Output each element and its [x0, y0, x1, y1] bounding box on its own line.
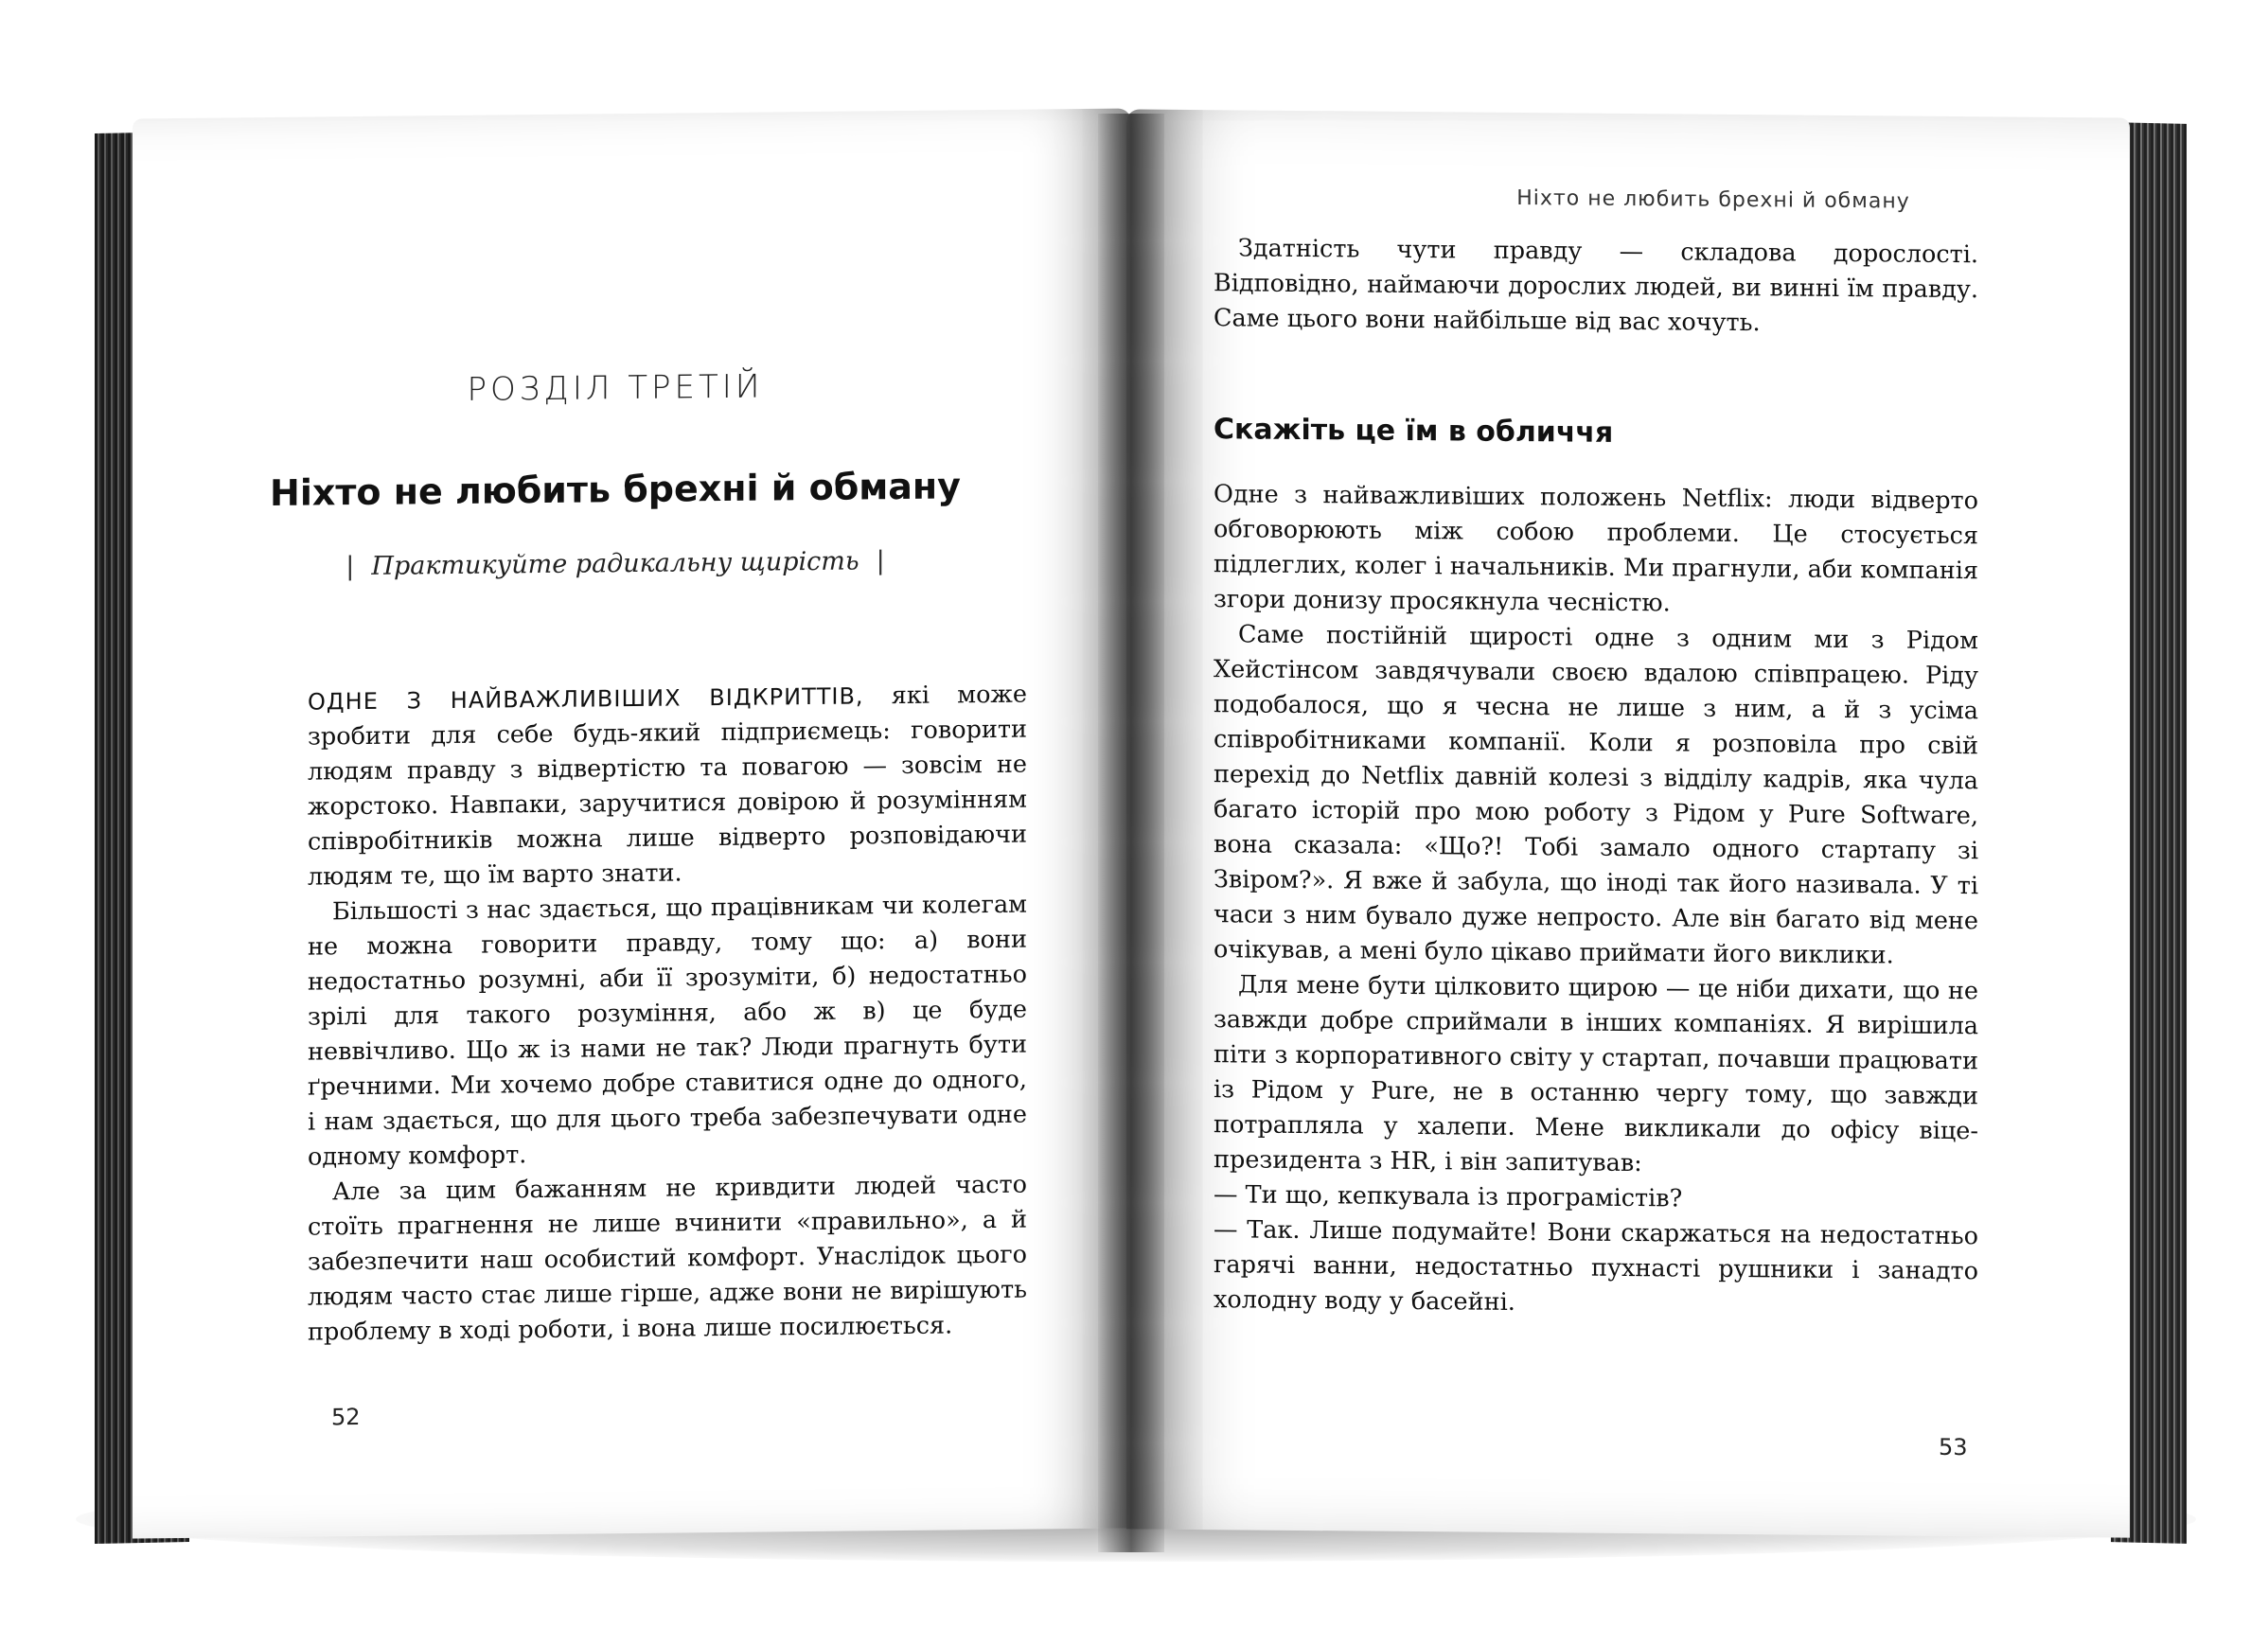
- running-head: Ніхто не любить брехні й обману: [1516, 186, 1910, 214]
- right-page: [1126, 109, 2130, 1537]
- paragraph: Але за цим бажанням не кривдити людей часто стоїть прагнення не лише вчинити «правильно», а й забезпечити наш особистий комфорт. Унаслідок цього людям часто стає лише гірше, адже вони не вирішують проблему в ході роботи, і вона лише посилюється.: [308, 1170, 1027, 1347]
- paragraph-1-rest: які може зробити для себе будь-який підприємець: говорити людям правду з відвертістю та повагою — зовсім не жорстоко. Навпаки, заручитися довірою й розумінням співробітників можна лише відверто розповідаючи людям те, що їм варто знати.: [308, 680, 1027, 892]
- book-gutter: [1098, 114, 1164, 1552]
- paragraph: [308, 678, 1027, 895]
- paragraph: Одне з найважливіших положень Netflix: люди відверто обговорюють між собою проблеми. Це стосується підлеглих, колег і начальників. Ми прагнули, аби компанія згори донизу просякнула чесністю.: [1214, 480, 1978, 618]
- right-body-text-top: [1214, 231, 1978, 343]
- dialog-line: — Ти що, кепкувала із програмістів?: [1214, 1180, 1683, 1213]
- epigraph: [133, 544, 1098, 584]
- right-body-text: [1214, 477, 1978, 1324]
- page-number-right: 53: [1939, 1433, 1968, 1461]
- epigraph-text: Практикуйте радикальну щирість: [371, 546, 859, 581]
- paragraph: Саме постійній щирості одне з одним ми з Рідом Хейстінсом завдячували своєю вдалою співпрацею. Ріду подобалося, що я чесна не лише з ним, а й з усіма співробітниками компанії. Коли я розповіла про свій перехід до Netflix давній колезі з відділу кадрів, яка чула багато історій про мою роботу з Рідом у Pure Software, вона сказала: «Що?! Тобі замало одного стартапу зі Звіром?». Я вже й забула, що іноді так його називала. У ті часи з ним бувало дуже непросто. Але він багато від мене очікував, а мені було цікаво приймати його виклики.: [1214, 620, 1978, 970]
- epigraph-bar-close: |: [876, 546, 885, 576]
- left-body-text: [308, 678, 1027, 1351]
- paragraph: Більшості з нас здається, що працівникам чи колегам не можна говорити правду, тому що: а) вони недостатньо розумні, аби її зрозуміти, б) недостатньо зрілі для такого розуміння, або ж в) це буде неввічливо. Що ж із нами не так? Люди прагнуть бути ґречними. Ми хочемо добре ставитися одне до одного, і нам здається, що для цього треба забезпечувати одне одному комфорт.: [308, 890, 1027, 1172]
- dialog-line: — Так. Лише подумайте! Вони скаржаться на недостатньо гарячі ванни, недостатньо пухнасті рушники і занадто холодну воду у басейні.: [1214, 1215, 1978, 1317]
- section-heading: Скажіть це їм в обличчя: [1214, 413, 1614, 450]
- epigraph-bar-open: |: [346, 552, 355, 582]
- left-page: [133, 108, 1131, 1538]
- page-number-left: 52: [331, 1404, 361, 1431]
- chapter-title: Ніхто не любить брехні й обману: [270, 465, 961, 515]
- lead-in: ОДНЕ З НАЙВАЖЛИВІШИХ ВІДКРИТТІВ,: [308, 682, 864, 716]
- chapter-label: РОЗДІЛ ТРЕТІЙ: [467, 367, 764, 409]
- paragraph: Для мене бути цілковито щирою — це ніби дихати, що не завжди добре сприймали в інших компаніях. Я вирішила піти з корпоративного світу у стартап, почавши працювати із Рідом у Pure, не в останню чергу тому, що завжди потрапляла у халепи. Мене викликали до офісу віце-президента з HR, і він запитував:: [1214, 970, 1978, 1178]
- paragraph: Здатність чути правду — складова дорослості. Відповідно, наймаючи дорослих людей, ви винні їм правду. Саме цього вони найбільше від вас хочуть.: [1214, 234, 1978, 338]
